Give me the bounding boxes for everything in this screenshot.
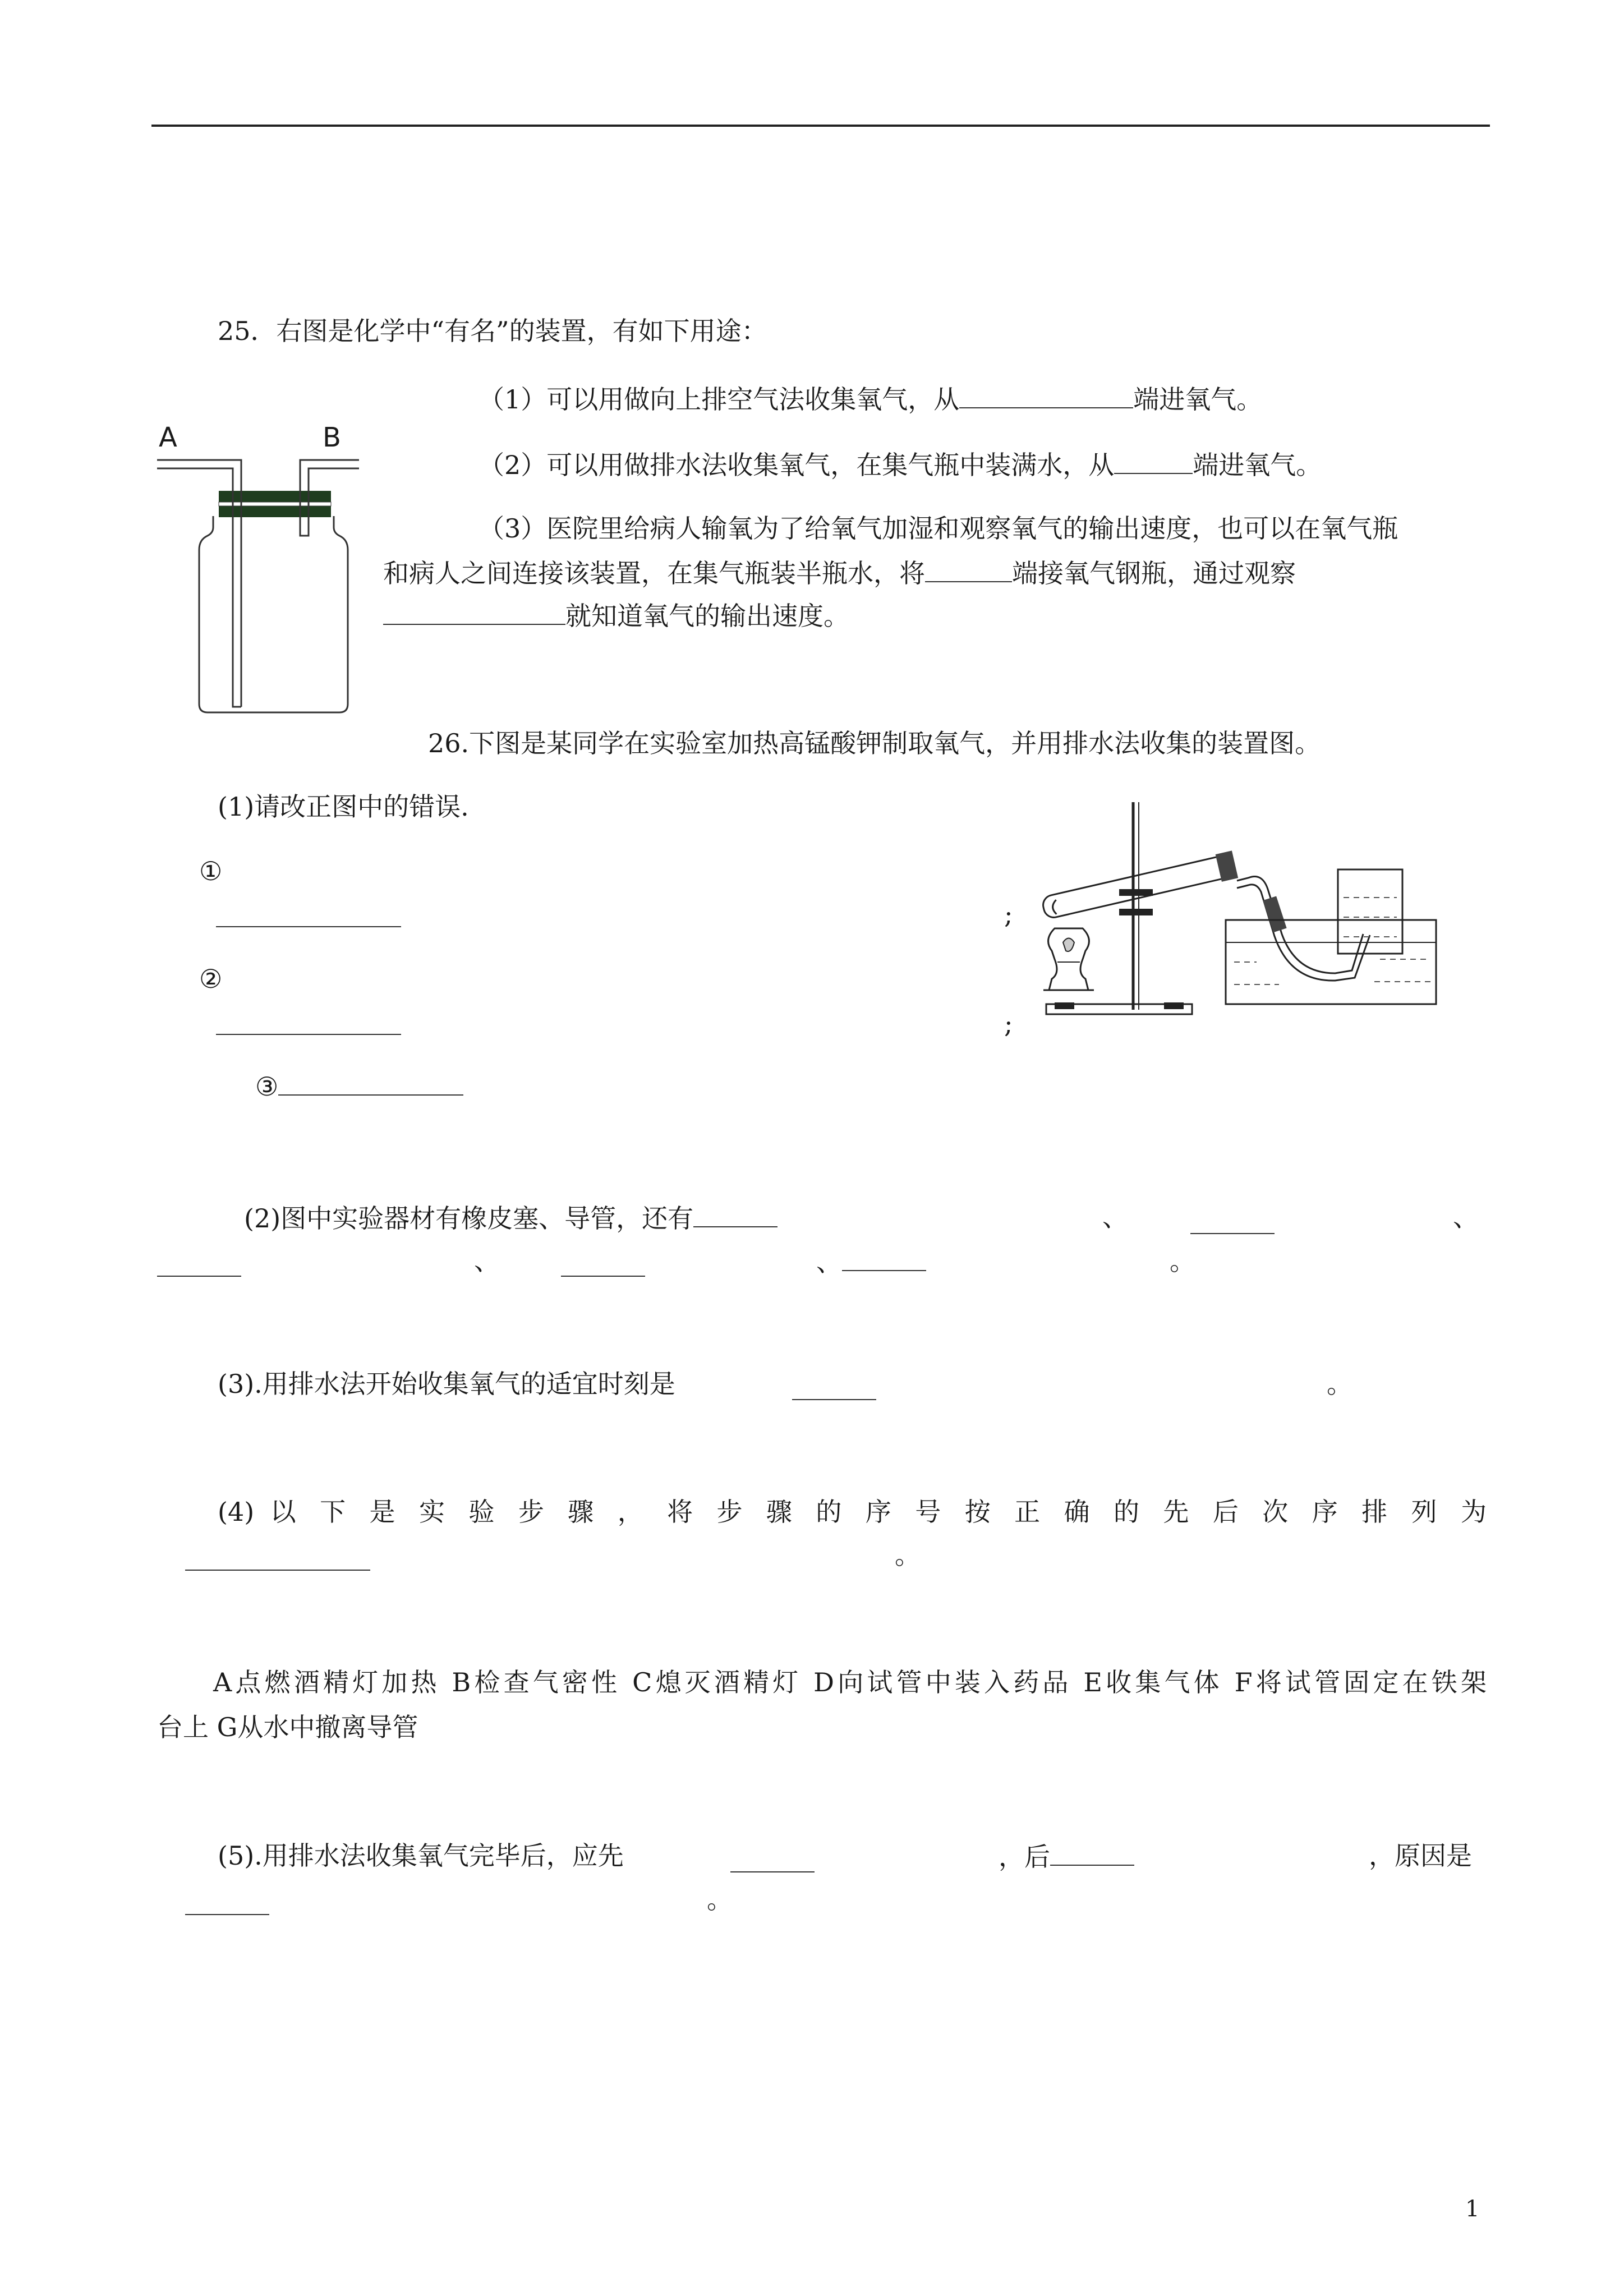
correction-blank-2[interactable] <box>216 1008 401 1035</box>
separator: 、 <box>1453 1202 1479 1232</box>
answer-blank[interactable] <box>383 598 565 625</box>
stopper-bottom <box>219 506 331 517</box>
apparatus-diagram <box>1021 799 1447 1032</box>
correction-blank-3[interactable] <box>278 1069 463 1096</box>
q26-part5-post: ，原因是 <box>1369 1841 1472 1871</box>
q26-part5-pre: (5).用排水法收集氧气完毕后，应先 <box>218 1841 624 1871</box>
q25-intro: 25．右图是化学中“有名”的装置，有如下用途： <box>218 316 767 346</box>
period: 。 <box>1327 1369 1352 1399</box>
period: 。 <box>1170 1246 1195 1276</box>
steps-line1: A点燃酒精灯加热 B检查气密性 C熄灭酒精灯 D向试管中装入药品 E收集气体 F将试管固定在铁架 <box>213 1667 1487 1697</box>
semicolon-2: ; <box>1004 1009 1013 1039</box>
q26-intro: 26.下图是某同学在实验室加热高锰酸钾制取氧气，并用排水法收集的装置图。 <box>428 728 1321 758</box>
equipment-blank-5[interactable] <box>842 1244 926 1271</box>
timing-blank[interactable] <box>792 1373 876 1400</box>
equipment-blank-2[interactable] <box>1190 1207 1275 1234</box>
page-number: 1 <box>1465 2196 1480 2222</box>
delivery-tube <box>1237 877 1363 974</box>
separator: 、 <box>474 1246 500 1276</box>
semicolon-1: ; <box>1004 899 1013 930</box>
steps-line2: 台上 G从水中撤离导管 <box>157 1712 418 1742</box>
header-rule <box>151 125 1490 127</box>
period: 。 <box>895 1540 921 1570</box>
q26-part1: (1)请改正图中的错误. <box>218 792 469 822</box>
then-step-blank[interactable] <box>1050 1839 1134 1866</box>
label-a: A <box>159 422 177 453</box>
q25-item3-line3: 就知道氧气的输出速度。 <box>383 598 849 633</box>
water-trough <box>1226 920 1436 1004</box>
correction-mark-2: ② <box>199 964 223 994</box>
q25-item3-line2: 和病人之间连接该装置，在集气瓶装半瓶水，将 端接氧气钢瓶，通过观察 <box>383 555 1296 590</box>
collection-bottle <box>1338 869 1402 954</box>
equipment-blank-1[interactable] <box>693 1200 778 1227</box>
correction-blank-1[interactable] <box>216 900 401 927</box>
correction-mark-1: ① <box>199 856 223 886</box>
equipment-blank-3[interactable] <box>157 1250 241 1277</box>
stopper-top <box>219 491 331 502</box>
q26-part3: (3).用排水法开始收集氧气的适宜时刻是 <box>218 1369 675 1399</box>
answer-blank[interactable] <box>925 555 1012 582</box>
gas-bottle-diagram <box>151 443 365 724</box>
separator: 、 <box>816 1244 926 1279</box>
first-step-blank[interactable] <box>730 1846 815 1872</box>
separator: 、 <box>1102 1202 1128 1232</box>
correction-mark-3: ③ <box>255 1069 463 1103</box>
label-b: B <box>323 422 341 453</box>
q25-item1: （1）可以用做向上排空气法收集氧气，从 端进氧气。 <box>479 381 1262 416</box>
q26-part4: (4) 以 下 是 实 验 步 骤 ， 将 步 骤 的 序 号 按 正 确 的 先 后 次 序 排 列 为 <box>218 1497 1487 1527</box>
q26-part2-line1: (2)图中实验器材有橡皮塞、导管，还有 <box>244 1200 778 1235</box>
q26-part5-mid: ，后 <box>999 1839 1134 1874</box>
equipment-blank-4[interactable] <box>561 1250 645 1277</box>
q25-item3-line1: （3）医院里给病人输氧为了给氧气加湿和观察氧气的输出速度，也可以在氧气瓶 <box>479 513 1398 544</box>
period: 。 <box>707 1884 733 1915</box>
q25-item2: （2）可以用做排水法收集氧气，在集气瓶中装满水，从 端进氧气。 <box>479 447 1322 482</box>
answer-blank[interactable] <box>1114 447 1193 474</box>
reason-blank[interactable] <box>185 1888 269 1915</box>
answer-blank[interactable] <box>959 381 1133 408</box>
order-blank[interactable] <box>185 1544 370 1571</box>
bottle-outline <box>199 516 348 712</box>
